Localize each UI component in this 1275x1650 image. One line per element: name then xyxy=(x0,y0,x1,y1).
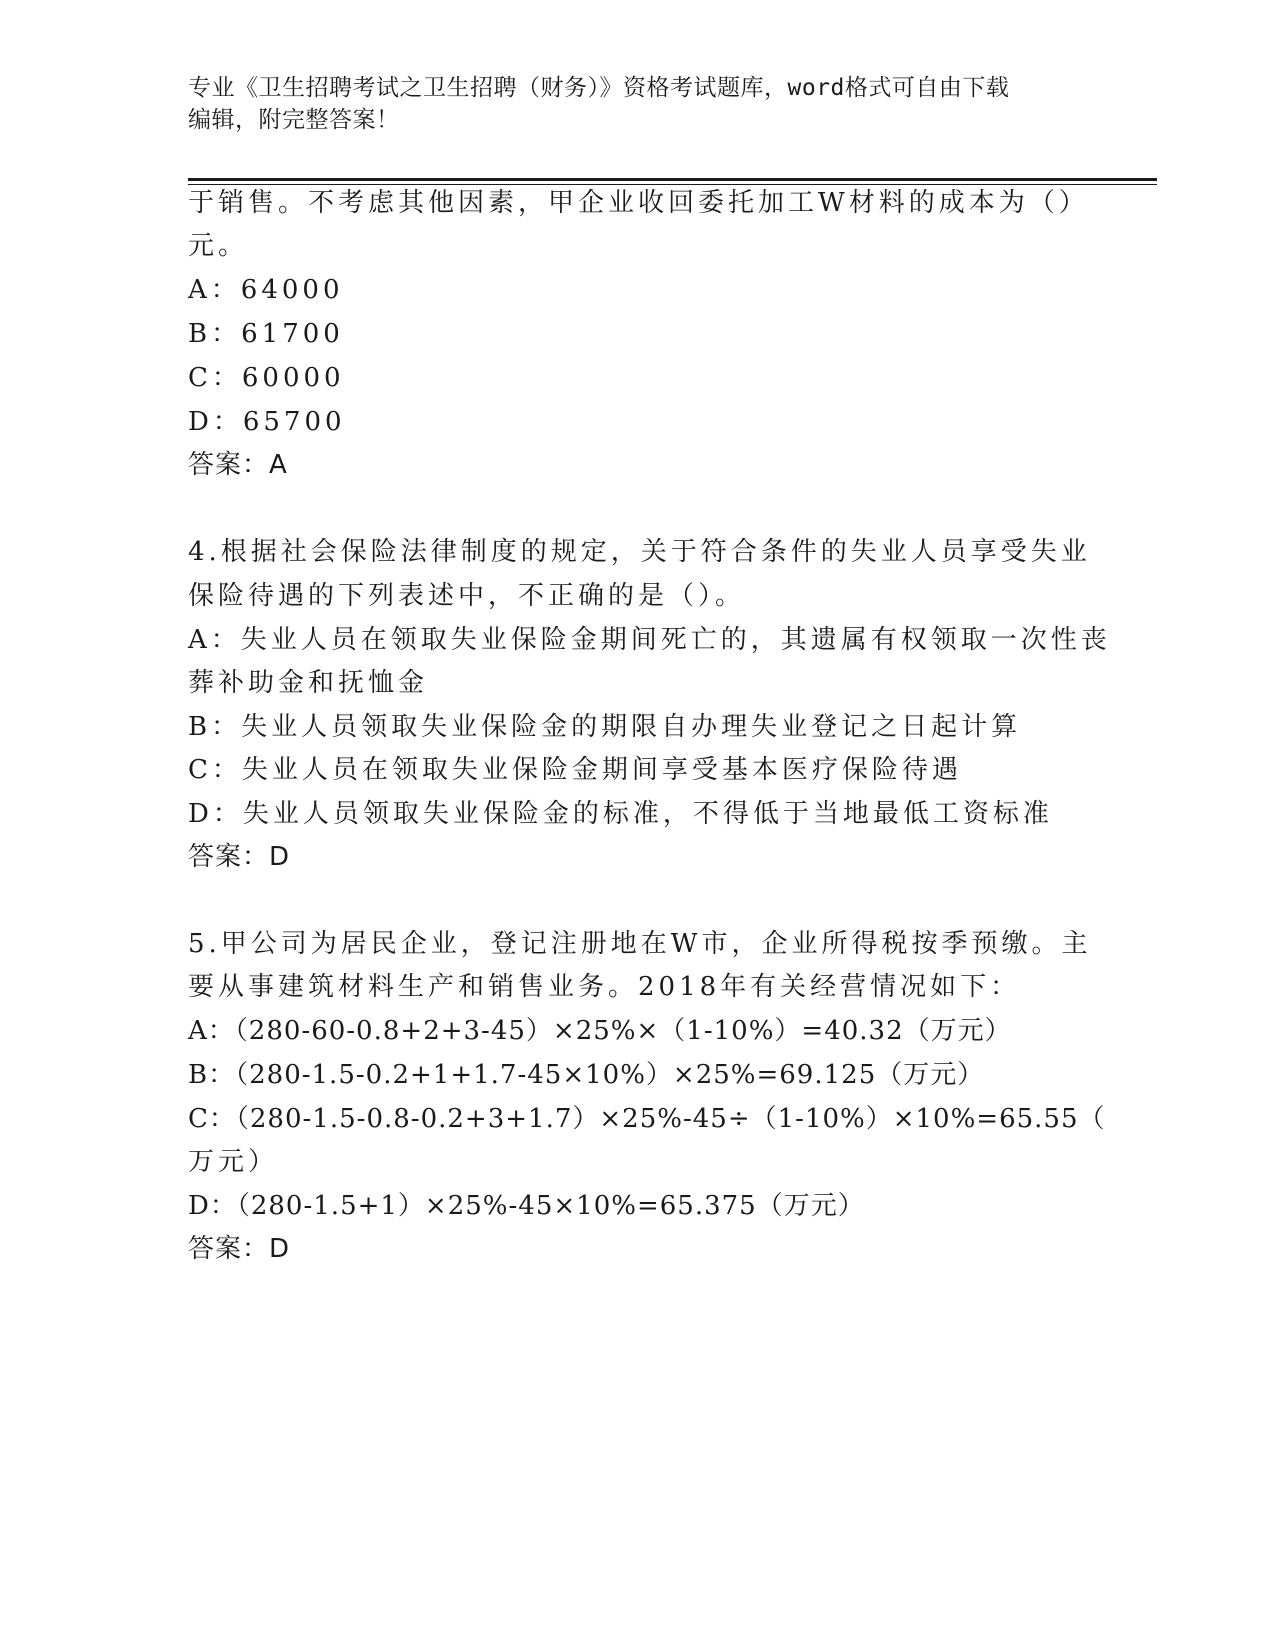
q4-text-line-2: 保险待遇的下列表述中，不正确的是（）。 xyxy=(188,581,746,611)
q5-option-d: D：（280-1.5+1）×25%-45×10%=65.375（万元） xyxy=(188,1191,865,1221)
header-line-2: 编辑，附完整答案！ xyxy=(188,107,400,133)
q5-text-line-2: 要从事建筑材料生产和销售业务。2018年有关经营情况如下： xyxy=(188,972,1021,1002)
q3-option-b: B：61700 xyxy=(188,319,344,349)
q5-option-b: B：（280-1.5-0.2+1+1.7-45×10%）×25%=69.125（万元） xyxy=(188,1060,985,1090)
q4-option-c: C：失业人员在领取失业保险金期间享受基本医疗保险待遇 xyxy=(188,755,962,785)
header-line-1: 专业《卫生招聘考试之卫生招聘（财务）》资格考试题库，word格式可自由下载 xyxy=(188,75,1010,101)
q4-option-a-line-2: 葬补助金和抚恤金 xyxy=(188,668,429,698)
q4-text-line-1: 4.根据社会保险法律制度的规定，关于符合条件的失业人员享受失业 xyxy=(188,537,1091,567)
document-header xyxy=(188,72,1088,136)
q3-answer: 答案：A xyxy=(188,450,288,480)
header-divider-thin xyxy=(188,184,1157,185)
q3-text-line-2: 元。 xyxy=(188,231,249,261)
q5-text-line-1: 5.甲公司为居民企业，登记注册地在W市，企业所得税按季预缴。主 xyxy=(188,929,1092,959)
q5-option-a: A：（280-60-0.8+2+3-45）×25%×（1-10%）=40.32（万元） xyxy=(188,1016,1012,1046)
q4-answer: 答案：D xyxy=(188,842,291,872)
q4-option-b: B：失业人员领取失业保险金的期限自办理失业登记之日起计算 xyxy=(188,712,1022,742)
q5-answer: 答案：D xyxy=(188,1234,291,1264)
q3-text-line-1: 于销售。不考虑其他因素，甲企业收回委托加工W材料的成本为（） xyxy=(188,188,1089,218)
q4-option-d: D：失业人员领取失业保险金的标准，不得低于当地最低工资标准 xyxy=(188,799,1053,829)
header-divider-thick xyxy=(188,178,1157,181)
q3-option-c: C：60000 xyxy=(188,363,345,393)
q4-option-a-line-1: A：失业人员在领取失业保险金期间死亡的，其遗属有权领取一次性丧 xyxy=(188,625,1111,655)
q5-option-c-line-1: C：（280-1.5-0.8-0.2+3+1.7）×25%-45÷（1-10%）×10%=65.55（ xyxy=(188,1104,1106,1134)
q3-option-a: A：64000 xyxy=(188,275,344,305)
q5-option-c-line-2: 万元） xyxy=(188,1147,279,1177)
q3-option-d: D：65700 xyxy=(188,407,346,437)
